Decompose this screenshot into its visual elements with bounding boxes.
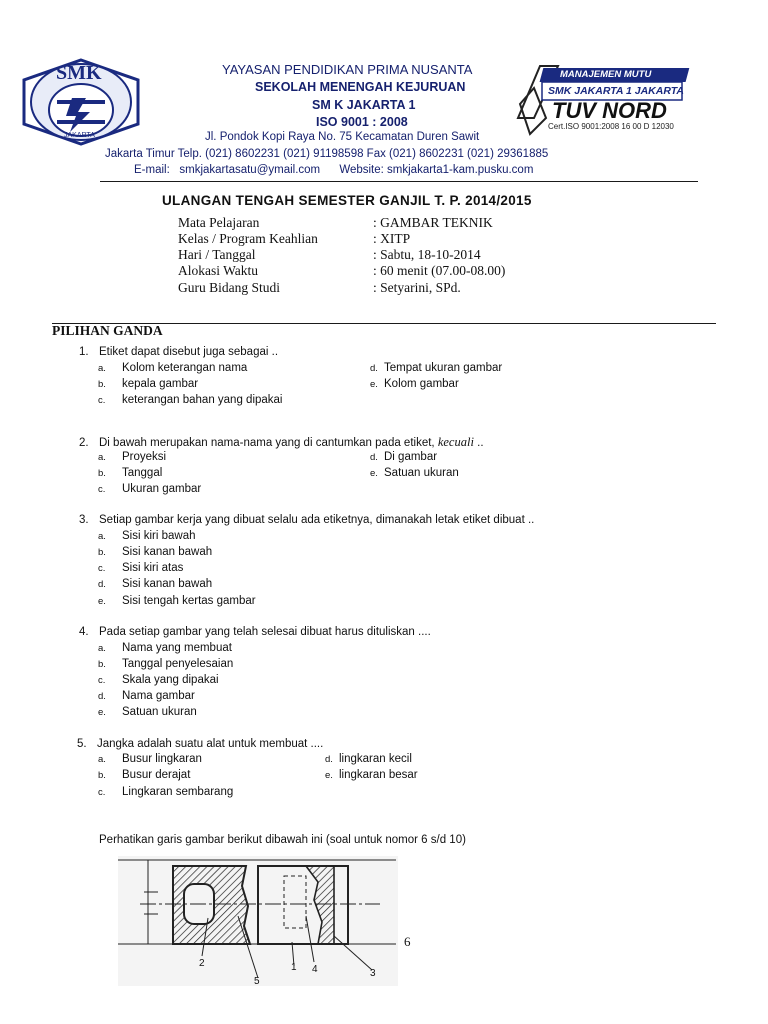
question-3-option-a: a. Sisi kiri bawah (98, 530, 196, 542)
question-2: 2. Di bawah merupakan nama-nama yang di cantumkan pada etiket, kecuali .. (79, 435, 484, 449)
question-4-option-e: e. Satuan ukuran (98, 706, 197, 718)
question-1: 1. Etiket dapat disebut juga sebagai .. (79, 346, 279, 358)
question-3: 3. Setiap gambar kerja yang dibuat selalu ada etiketnya, dimanakah letak etiket dibuat .. (79, 514, 535, 526)
info-row-subject: Mata Pelajaran : GAMBAR TEKNIK (178, 215, 493, 230)
question-1-option-c: c. keterangan bahan yang dipakai (98, 394, 283, 406)
school-name: SM K JAKARTA 1 (312, 98, 416, 112)
question-3-option-c: c. Sisi kiri atas (98, 562, 184, 574)
question-3-option-d: d. Sisi kanan bawah (98, 578, 213, 590)
school-phone: Jakarta Timur Telp. (021) 8602231 (021) 91198598 Fax (021) 8602231 (021) 29361885 (105, 148, 549, 160)
school-type: SEKOLAH MENENGAH KEJURUAN (255, 80, 466, 94)
question-2-option-d: d. Di gambar (370, 451, 438, 463)
question-1-option-d: d. Tempat ukuran gambar (370, 362, 503, 374)
question-5-option-c: c. Lingkaran sembarang (98, 786, 234, 798)
question-2-option-e: e. Satuan ukuran (370, 467, 459, 479)
question-3-option-b: b. Sisi kanan bawah (98, 546, 213, 558)
header-divider (100, 181, 698, 182)
drawing-label-1: 1 (291, 962, 297, 973)
question-5-option-e: e. lingkaran besar (325, 769, 418, 781)
drawing-label-2: 2 (199, 958, 205, 969)
smk-logo-text: SMK (56, 62, 102, 84)
drawing-label-5b: 3 (370, 968, 376, 979)
quality-banner: MANAJEMEN MUTU (560, 69, 652, 80)
section-title: PILIHAN GANDA (52, 323, 163, 338)
foundation-name: YAYASAN PENDIDIKAN PRIMA NUSANTA (222, 62, 473, 77)
technical-drawing (118, 856, 398, 986)
website-label: Website: (339, 164, 384, 176)
question-2-option-c: c. Ukuran gambar (98, 483, 202, 495)
question-1-option-e: e. Kolom gambar (370, 378, 459, 390)
question-2-option-a: a. Proyeksi (98, 451, 167, 463)
logo-school-text: SMK JAKARTA 1 JAKARTA (548, 85, 684, 97)
question-5: 5. Jangka adalah suatu alat untuk membuat .... (77, 738, 324, 750)
question-4-option-d: d. Nama gambar (98, 690, 195, 702)
email-address: smkjakartasatu@ymail.com (179, 164, 321, 176)
question-4-option-a: a. Nama yang membuat (98, 642, 232, 654)
question-4-option-c: c. Skala yang dipakai (98, 674, 219, 686)
figure-caption: Perhatikan garis gambar berikut dibawah ini (soal untuk nomor 6 s/d 10) (99, 834, 466, 846)
smk-logo (20, 58, 142, 146)
website-address: smkjakarta1-kam.pusku.com (387, 164, 534, 176)
info-row-teacher: Guru Bidang Studi : Setyarini, SPd. (178, 280, 461, 295)
question-1-option-b: b. kepala gambar (98, 378, 199, 390)
info-row-duration: Alokasi Waktu : 60 menit (07.00-08.00) (178, 263, 506, 278)
side-number: 6 (404, 934, 411, 949)
exam-title: ULANGAN TENGAH SEMESTER GANJIL T. P. 2014/2015 (162, 193, 532, 208)
drawing-label-5a: 5 (254, 976, 260, 987)
question-4: 4. Pada setiap gambar yang telah selesai dibuat harus dituliskan .... (79, 626, 431, 638)
tuv-nord-text: TUV NORD (552, 98, 667, 123)
info-row-class: Kelas / Program Keahlian : XITP (178, 231, 411, 246)
tuv-nord-logo (500, 58, 700, 138)
question-3-option-e: e. Sisi tengah kertas gambar (98, 595, 256, 607)
question-1-option-a: a. Kolom keterangan nama (98, 362, 248, 374)
question-2-option-b: b. Tanggal (98, 467, 163, 479)
info-row-date: Hari / Tanggal : Sabtu, 18-10-2014 (178, 247, 481, 262)
school-address: Jl. Pondok Kopi Raya No. 75 Kecamatan Duren Sawit (205, 131, 480, 143)
smk-logo-ring-text: JAKARTA (64, 132, 95, 139)
question-2-emphasis: kecuali (437, 435, 474, 449)
drawing-label-4: 4 (312, 964, 318, 975)
question-4-option-b: b. Tanggal penyelesaian (98, 658, 234, 670)
question-5-option-b: b. Busur derajat (98, 769, 191, 781)
email-label: E-mail: (134, 164, 170, 176)
certificate-number: Cert.ISO 9001:2008 16 00 D 12030 (548, 122, 674, 131)
question-5-option-a: a. Busur lingkaran (98, 753, 202, 765)
question-5-option-d: d. lingkaran kecil (325, 753, 412, 765)
iso-label: ISO 9001 : 2008 (316, 115, 408, 129)
